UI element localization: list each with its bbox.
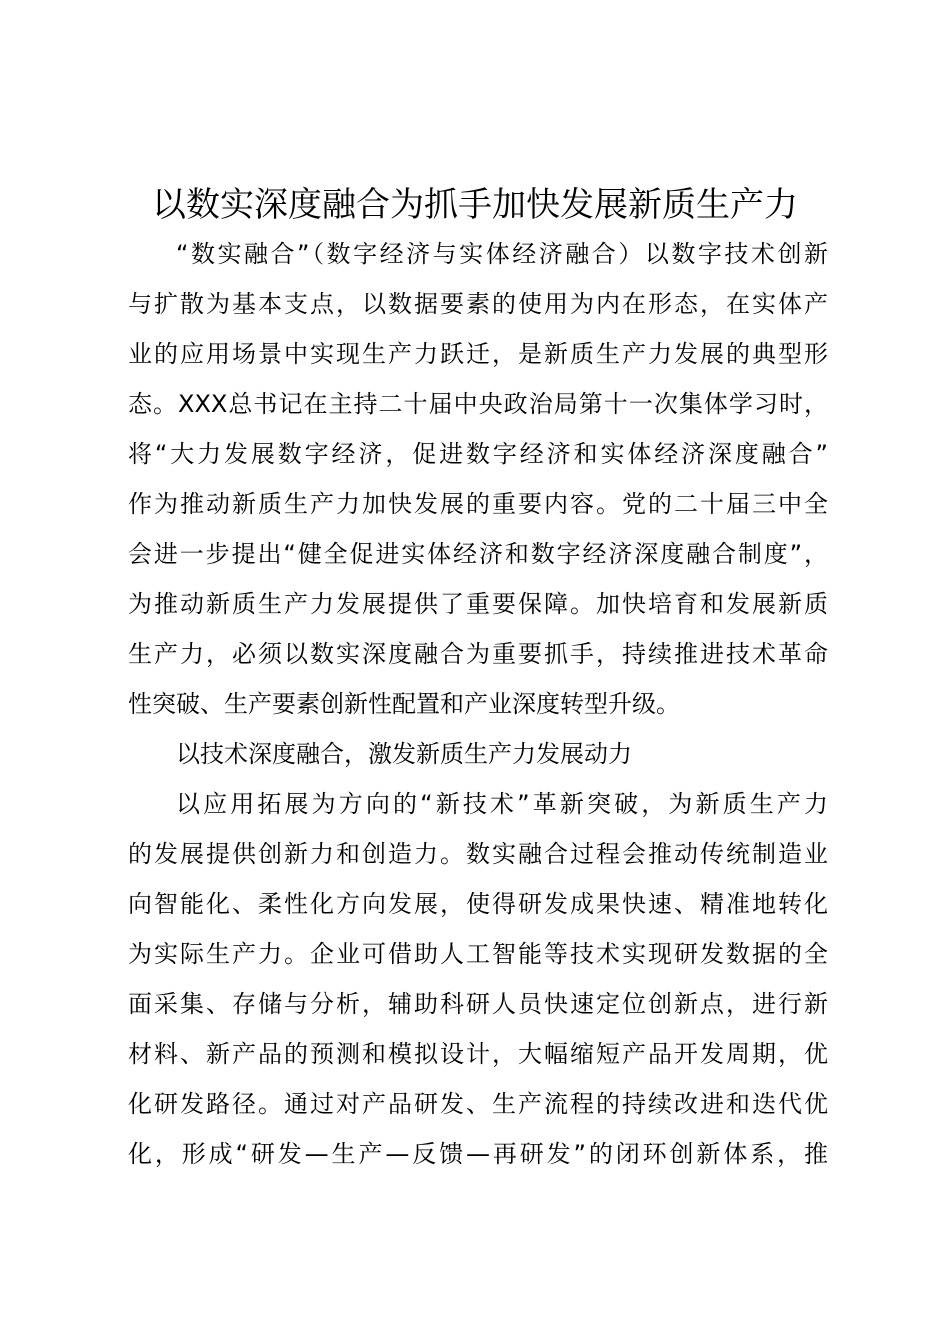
paragraph-1-line: 会进一步提出“健全促进实体经济和数字经济深度融合制度”， (128, 540, 828, 568)
paragraph-1-line: 业的应用场景中实现生产力跃迁，是新质生产力发展的典型形 (128, 340, 828, 368)
paragraph-2-line: 为实际生产力。企业可借助人工智能等技术实现研发数据的全 (128, 940, 828, 968)
paragraph-2-line: 的发展提供创新力和创造力。数实融合过程会推动传统制造业 (128, 840, 828, 868)
paragraph-2-line: 化，形成“研发—生产—反馈—再研发”的闭环创新体系，推 (128, 1140, 828, 1168)
paragraph-1-line: 态。XXX总书记在主持二十届中央政治局第十一次集体学习时， (128, 390, 828, 418)
paragraph-1-line: 将“大力发展数字经济，促进数字经济和实体经济深度融合” (128, 440, 828, 468)
paragraph-1-line: 作为推动新质生产力加快发展的重要内容。党的二十届三中全 (128, 490, 828, 518)
paragraph-2-line: 以应用拓展为方向的“新技术”革新突破，为新质生产力 (176, 790, 828, 818)
paragraph-1-line: “数实融合”（数字经济与实体经济融合）以数字技术创新 (176, 240, 828, 268)
paragraph-2-line: 面采集、存储与分析，辅助科研人员快速定位创新点，进行新 (128, 990, 828, 1018)
paragraph-1-line: 生产力，必须以数实深度融合为重要抓手，持续推进技术革命 (128, 640, 828, 668)
paragraph-1-line: 为推动新质生产力发展提供了重要保障。加快培育和发展新质 (128, 590, 828, 618)
paragraph-1-line: 性突破、生产要素创新性配置和产业深度转型升级。 (128, 690, 680, 718)
paragraph-2-line: 材料、新产品的预测和模拟设计，大幅缩短产品开发周期，优 (128, 1040, 828, 1068)
paragraph-2-line: 向智能化、柔性化方向发展，使得研发成果快速、精准地转化 (128, 890, 828, 918)
document-title: 以数实深度融合为抓手加快发展新质生产力 (152, 185, 798, 225)
paragraph-1-line: 与扩散为基本支点，以数据要素的使用为内在形态，在实体产 (128, 290, 828, 318)
paragraph-2-line: 化研发路径。通过对产品研发、生产流程的持续改进和迭代优 (128, 1090, 828, 1118)
section-heading: 以技术深度融合，激发新质生产力发展动力 (176, 740, 632, 768)
